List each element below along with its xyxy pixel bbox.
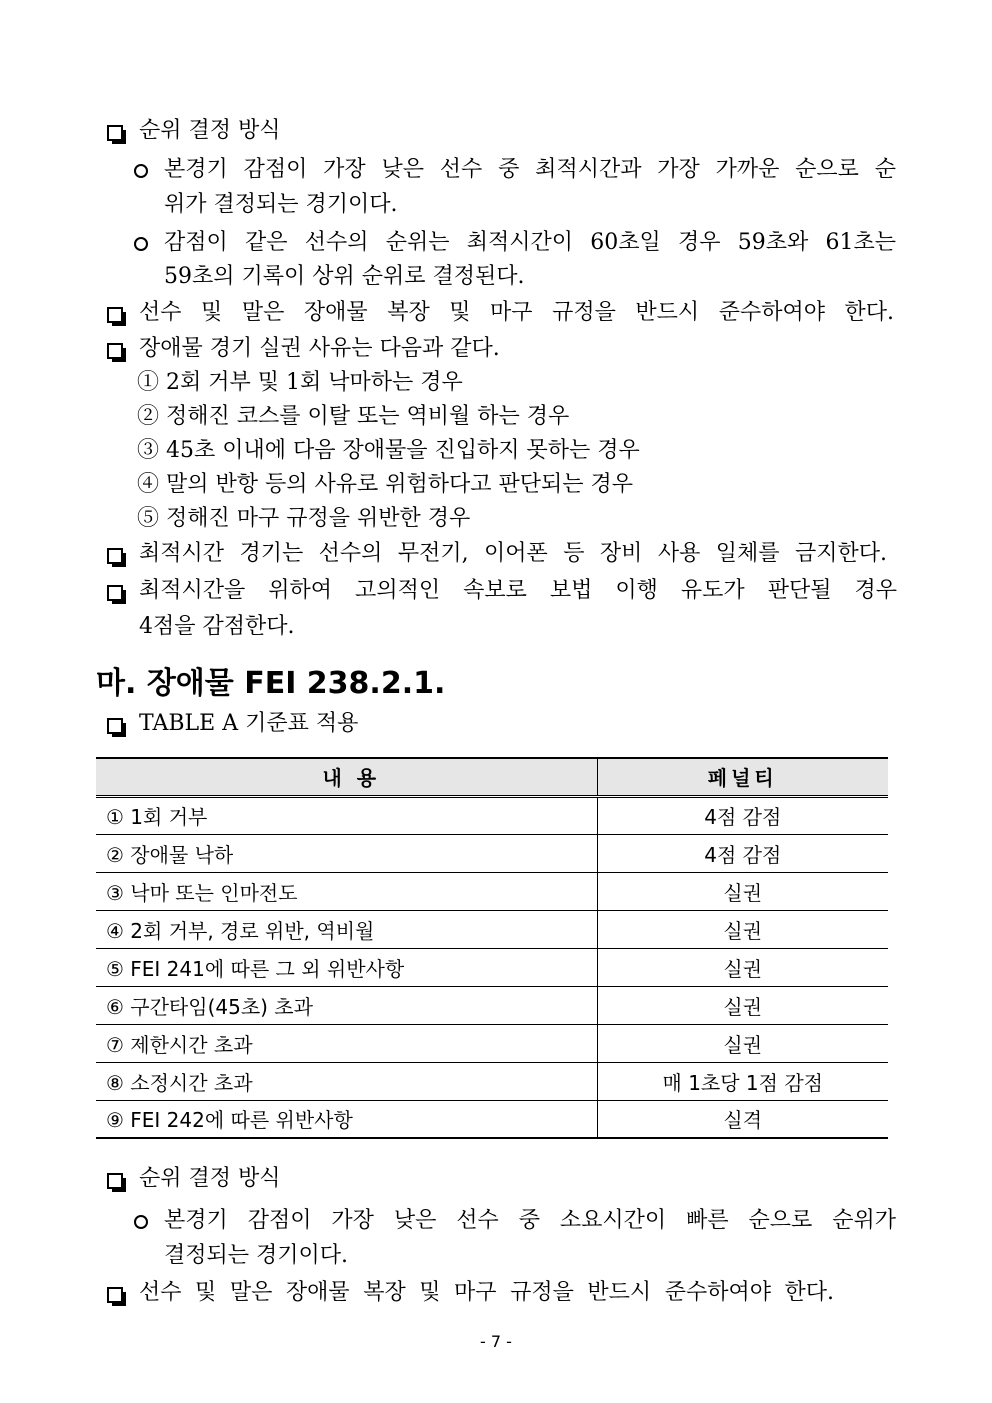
- penalty-table: [96, 757, 888, 1139]
- column-header-penalty: 페널티: [597, 758, 888, 796]
- rule-gait-line-2: 4점을 감점한다.: [139, 614, 295, 639]
- row-content: ④ 2회 거부, 경로 위반, 역비월: [96, 910, 597, 948]
- table-row: [96, 1062, 888, 1100]
- checkbox-bullet-icon: [107, 125, 123, 141]
- ranking-bullet-2-line-2: 59초의 기록이 상위 순위로 결정된다.: [164, 264, 525, 289]
- rule-device: [107, 539, 887, 569]
- row-content: ⑦ 제한시간 초과: [96, 1024, 597, 1062]
- rule-gait-line-1: 최적시간을 위하여 고의적인 속보로 보법 이행 유도가 판단될 경우: [139, 578, 897, 603]
- elimination-item: ① 2회 거부 및 1회 낙마하는 경우: [137, 370, 463, 395]
- ranking-bullet-1: [134, 155, 896, 185]
- rule-compliance: [107, 298, 894, 328]
- row-penalty: 실권: [597, 986, 888, 1024]
- elimination-reasons: [107, 334, 500, 364]
- rule-compliance-2-text: 선수 및 말은 장애물 복장 및 마구 규정을 반드시 준수하여야 한다.: [139, 1280, 834, 1305]
- ranking2-bullet-1-line-1: 본경기 감점이 가장 낮은 선수 중 소요시간이 빠른 순으로 순위가: [164, 1208, 896, 1233]
- table-row: [96, 910, 888, 948]
- ranking-bullet-1-line-2: 위가 결정되는 경기이다.: [164, 192, 398, 217]
- elimination-item: ③ 45초 이내에 다음 장애물을 진입하지 못하는 경우: [137, 438, 640, 463]
- checkbox-bullet-icon: [107, 1173, 123, 1189]
- elimination-item: ⑤ 정해진 마구 규정을 위반한 경우: [137, 506, 471, 531]
- row-penalty: 매 1초당 1점 감점: [597, 1062, 888, 1100]
- ranking2-bullet-1: [134, 1206, 896, 1236]
- row-content: ② 장애물 낙하: [96, 834, 597, 872]
- ranking-bullet-2-line-1: 감점이 같은 선수의 순위는 최적시간이 60초일 경우 59초와 61초는: [164, 230, 896, 255]
- table-row: [96, 796, 888, 834]
- row-content: ⑥ 구간타임(45초) 초과: [96, 986, 597, 1024]
- row-penalty: 실권: [597, 1024, 888, 1062]
- row-penalty: 실권: [597, 948, 888, 986]
- ranking2-bullet-1-line-2: 결정되는 경기이다.: [164, 1243, 349, 1268]
- table-intro: [107, 709, 358, 739]
- elimination-item: ② 정해진 코스를 이탈 또는 역비월 하는 경우: [137, 404, 570, 429]
- circle-bullet-icon: [134, 164, 148, 178]
- checkbox-bullet-icon: [107, 343, 123, 359]
- section-ranking-title: 순위 결정 방식: [139, 118, 281, 143]
- section-ranking-2-title: 순위 결정 방식: [139, 1166, 281, 1191]
- elimination-title: 장애물 경기 실권 사유는 다음과 같다.: [139, 336, 500, 361]
- table-row: [96, 872, 888, 910]
- row-penalty: 실권: [597, 872, 888, 910]
- checkbox-bullet-icon: [107, 585, 123, 601]
- table-row: [96, 948, 888, 986]
- rule-gait: [107, 576, 897, 606]
- ranking-bullet-2: [134, 228, 896, 258]
- row-penalty: 4점 감점: [597, 834, 888, 872]
- row-penalty: 실격: [597, 1100, 888, 1138]
- row-penalty: 4점 감점: [597, 796, 888, 834]
- table-row: [96, 1100, 888, 1138]
- checkbox-bullet-icon: [107, 548, 123, 564]
- table-row: [96, 834, 888, 872]
- section-ranking: [107, 116, 281, 146]
- table-row: [96, 1024, 888, 1062]
- checkbox-bullet-icon: [107, 1287, 123, 1303]
- row-penalty: 실권: [597, 910, 888, 948]
- row-content: ⑤ FEI 241에 따른 그 외 위반사항: [96, 948, 597, 986]
- rule-device-text: 최적시간 경기는 선수의 무전기, 이어폰 등 장비 사용 일체를 금지한다.: [139, 541, 887, 566]
- column-header-content: 내 용: [96, 758, 597, 796]
- section-ranking-2: [107, 1164, 281, 1194]
- circle-bullet-icon: [134, 237, 148, 251]
- section-heading: 마. 장애물 FEI 238.2.1.: [96, 666, 446, 701]
- page-number: - 7 -: [480, 1332, 512, 1351]
- ranking-bullet-1-line-1: 본경기 감점이 가장 낮은 선수 중 최적시간과 가장 가까운 순으로 순: [164, 157, 896, 182]
- circle-bullet-icon: [134, 1215, 148, 1229]
- table-row: [96, 986, 888, 1024]
- rule-compliance-text: 선수 및 말은 장애물 복장 및 마구 규정을 반드시 준수하여야 한다.: [139, 300, 894, 325]
- row-content: ⑨ FEI 242에 따른 위반사항: [96, 1100, 597, 1138]
- row-content: ③ 낙마 또는 인마전도: [96, 872, 597, 910]
- table-header-row: [96, 758, 888, 796]
- row-content: ① 1회 거부: [96, 796, 597, 834]
- checkbox-bullet-icon: [107, 307, 123, 323]
- row-content: ⑧ 소정시간 초과: [96, 1062, 597, 1100]
- table-intro-text: TABLE A 기준표 적용: [139, 711, 359, 736]
- elimination-item: ④ 말의 반항 등의 사유로 위험하다고 판단되는 경우: [137, 472, 633, 497]
- rule-compliance-2: [107, 1278, 834, 1308]
- checkbox-bullet-icon: [107, 718, 123, 734]
